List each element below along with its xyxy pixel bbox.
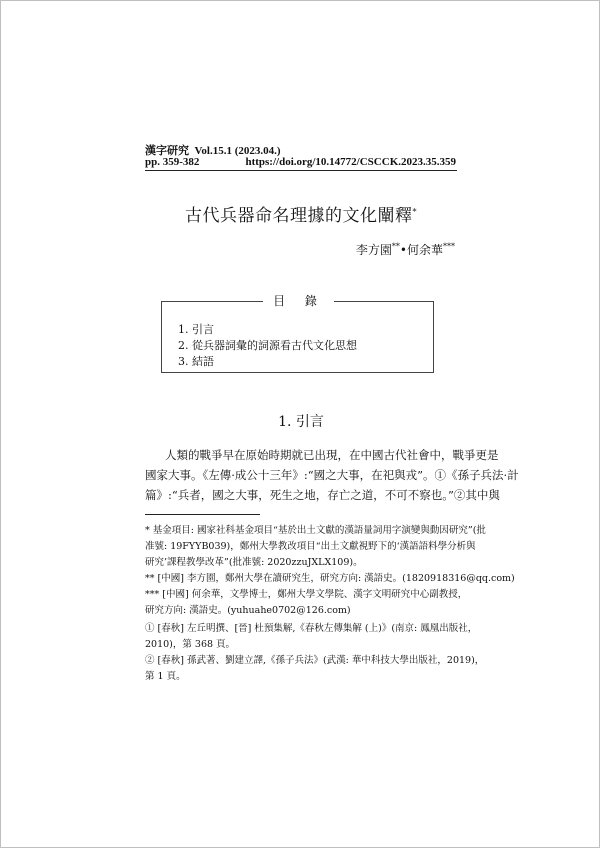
author-line xyxy=(356,241,455,258)
author-2-mark: *** xyxy=(443,242,455,251)
journal-name: 漢字研究 xyxy=(145,145,189,157)
author-separator: • xyxy=(399,243,407,257)
footnote-author-1: ** [中國] 李方園，鄭州大學在讀研究生，研究方向: 漢語史。(1820918316@qq.com) xyxy=(145,573,515,584)
author-1-mark: ** xyxy=(391,242,400,251)
toc-top-rule-right xyxy=(334,301,434,302)
header-rule xyxy=(145,170,457,171)
body-line-2: 國家大事。《左傳·成公十三年》:“國之大事，在祀與戎”。①《孫子兵法·計 xyxy=(145,468,519,482)
footnote-funding-2: 准號: 19FYYB039)，鄭州大學教改項目“出土文獻視野下的‘漢語語料學分析與 xyxy=(145,541,476,552)
section-heading: 1. 引言 xyxy=(278,414,324,430)
footnote-funding-3: 研究’課程教學改革”(批准號: 2020zzuJXLX109)。 xyxy=(145,557,363,568)
author-1: 李方園 xyxy=(355,243,392,257)
footnote-ref-2-cont: 第 1 頁。 xyxy=(145,671,186,682)
footnote-author-2-cont: 研究方向: 漢語史。(yuhuahe0702@126.com) xyxy=(145,605,351,616)
page-range: pp. 359-382 xyxy=(145,156,200,168)
toc-item-conclusion: 3. 結語 xyxy=(178,355,214,368)
footnote-rule xyxy=(145,514,260,515)
footnote-funding-1: * 基金項目: 國家社科基金項目“基於出土文獻的漢語量詞用字演變與動因研究”(批 xyxy=(145,525,486,536)
title-footnote-mark: * xyxy=(412,207,417,217)
body-line-3: 篇》:“兵者，國之大事，死生之地，存亡之道，不可不察也。”②其中與 xyxy=(145,488,500,502)
author-2: 何余華 xyxy=(406,243,443,257)
title-text: 古代兵器命名理據的文化闡釋 xyxy=(185,206,413,226)
journal-volume: Vol.15.1 (2023.04.) xyxy=(194,145,281,157)
footnote-ref-1-cont: 2010)，第 368 頁。 xyxy=(145,639,236,650)
toc-item-etymology: 2. 從兵器詞彙的詞源看古代文化思想 xyxy=(178,339,357,352)
footnote-ref-2: ② [春秋] 孫武著、劉建立譯,《孫子兵法》(武漢: 華中科技大學出版社，2019)， xyxy=(145,655,485,666)
toc-item-intro: 1. 引言 xyxy=(178,323,214,336)
doi-link[interactable]: https://doi.org/10.14772/CSCCK.2023.35.359 xyxy=(245,156,456,168)
paper-title xyxy=(1,201,600,226)
body-line-1: 人類的戰爭早在原始時期就已出現，在中國古代社會中，戰爭更是 xyxy=(165,448,499,462)
footnote-author-2: *** [中國] 何余華，文學博士，鄭州大學文學院、漢字文明研究中心副教授， xyxy=(145,589,468,600)
toc-top-rule-left xyxy=(161,301,263,302)
toc-heading: 目 錄 xyxy=(273,294,325,308)
footnote-ref-1: ① [春秋] 左丘明撰、[晉] 杜預集解,《春秋左傳集解 (上)》(南京: 鳳凰出版社， xyxy=(145,623,478,634)
